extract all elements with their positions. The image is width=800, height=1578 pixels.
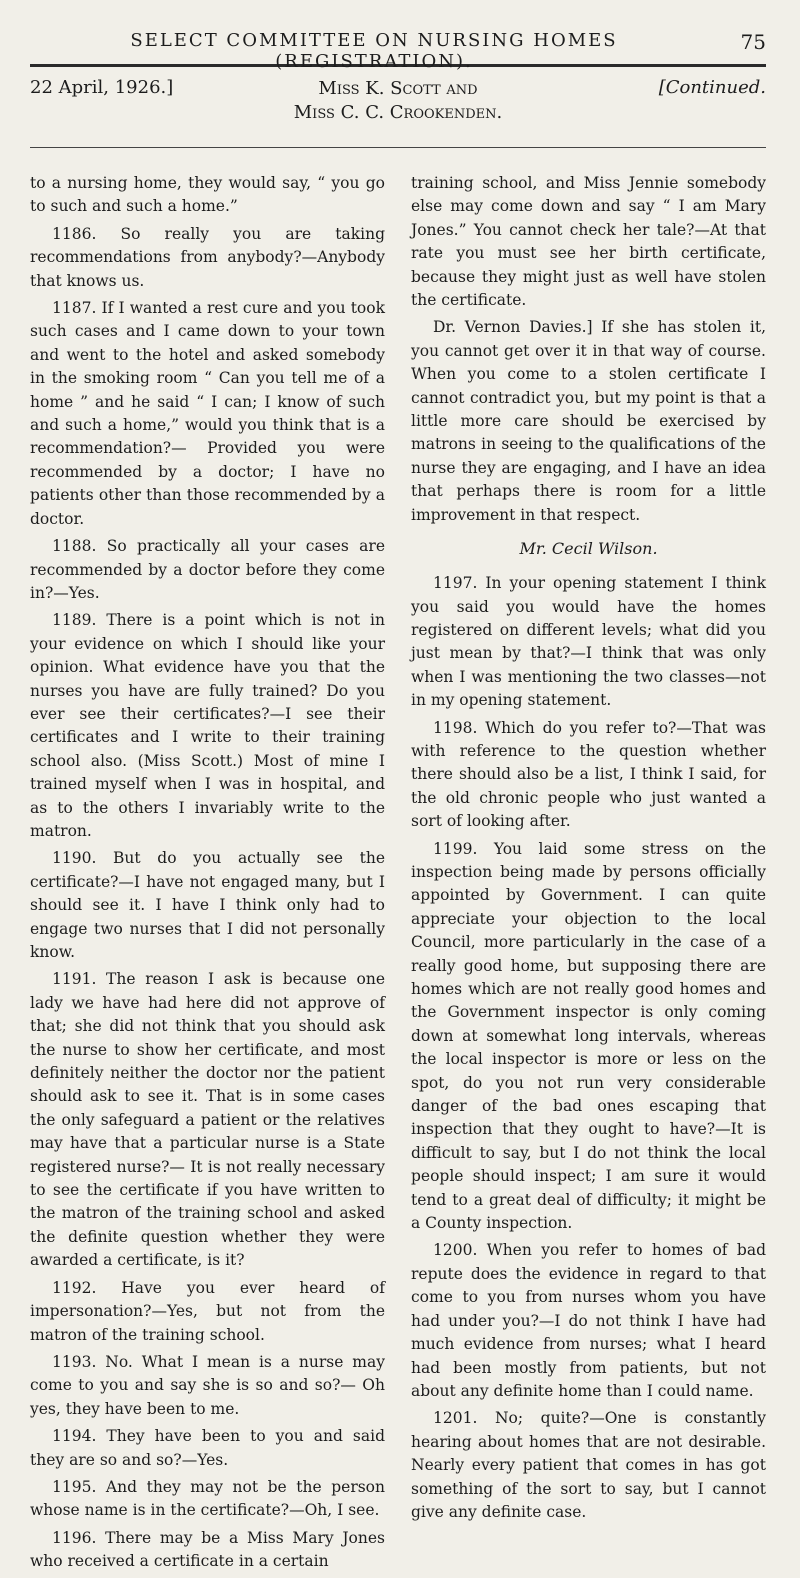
paragraph: 1200. When you refer to homes of bad repute does the evidence in regard to that come to you from nurses whom you have had under you?—I do not think I have had much evidence from nurses; what I heard had been mostly from patients, but not about any definite home than I could name. [411,1241,766,1400]
paragraph: 1190. But do you actually see the certificate?—I have not engaged many, but I should see it. I have I think only had to engage two nurses that I did not personally know. [30,849,385,961]
witness-names [30,77,766,125]
paragraph: 1197. In your opening statement I think you said you would have the homes registered on different levels; what did you just mean by that?—I think that was only when I was mentioning the two classes—not in my opening statement. [411,574,766,710]
meta-rule [30,147,766,148]
session-date: 22 April, 1926.] [30,77,174,98]
paragraph: 1194. They have been to you and said they are so and so?—Yes. [30,1427,385,1469]
session-meta [30,77,766,141]
paragraph: Dr. Vernon Davies.] If she has stolen it, you cannot get over it in that way of course. When you come to a stolen certificate I cannot contradict you, but my point is that a little more care should be exercised by matrons in seeing to the qualifications of the nurse they are engaging, and I have an idea that perhaps there is room for a little improvement in that respect. [411,318,766,524]
paragraph: 1192. Have you ever heard of impersonation?—Yes, but not from the matron of the training school. [30,1278,385,1344]
paragraph: 1188. So practically all your cases are recommended by a doctor before they come in?—Yes. [30,537,385,602]
page-number: 75 [740,30,766,54]
paragraph: 1195. And they may not be the person whose name is in the certificate?—Oh, I see. [30,1477,385,1520]
right-column [411,172,766,1578]
paragraph: 1189. There is a point which is not in your evidence on which I should like your opinion. What evidence have you that the nurses you have are fully trained? Do you ever see their certificates?—I see their certificates and I write to their training school also. (Miss Scott.) Most of mine I trained myself when I was in hospital, and as to the others I invariably write to the matron. [30,611,385,840]
left-column [30,172,385,1578]
paragraph: 1196. There may be a Miss Mary Jones who received a certificate in a certain [30,1528,385,1571]
witness-line-1: Miss K. Scott and [318,78,478,99]
paragraph: 1191. The reason I ask is because one lady we have had here did not approve of that; she did not think that you should ask the nurse to show her certificate, and most definitely neither the doctor nor the patient should ask to see it. That is in some cases the only safeguard a patient or the relatives may have that a particular nurse is a State registered nurse?— It is not really necessary to see the certificate if you have written to the matron of the training school and asked the definite question whether they were awarded a certificate, is it? [30,970,385,1270]
paragraph: 1187. If I wanted a rest cure and you took such cases and I came down to your town and went to the hotel and asked somebody in the smoking room “ Can you tell me of a home ” and he said “ I can; I know of such and such a home,” would you think that is a recommendation?— Provided you were recommended by a doctor; I have no patients other than those recommended by a doctor. [30,299,385,528]
speaker-heading: Mr. Cecil Wilson. [519,539,658,559]
continued-label: [Continued. [658,77,766,98]
witness-line-2: Miss C. C. Crookenden. [293,102,503,123]
running-title: SELECT COMMITTEE ON NURSING HOMES (REGISTRATION). [130,30,618,72]
running-head [30,30,766,72]
paragraph: 1198. Which do you refer to?—That was with reference to the question whether there should also be a list, I think I said, for the old chronic people who just wanted a sort of looking after. [411,718,766,831]
paragraph: 1201. No; quite?—One is constantly hearing about homes that are not desirable. Nearly every patient that comes in has got something of the sort to say, but I cannot give any definite case. [411,1409,766,1521]
paragraph: to a nursing home, they would say, “ you go to such and such a home.” [30,174,385,216]
paragraph: 1199. You laid some stress on the inspection being made by persons officially appointed by Government. I can quite appreciate your objection to the local Council, more particularly in the case of a really good home, but supposing there are homes which are not really good homes and the Government inspector is only coming down at somewhat long intervals, whereas the local inspector is more or less on the spot, do you not run very considerable danger of the bad ones escaping that inspection that they ought to have?—It is difficult to say, but I do not think the local people should inspect; I am sure it would tend to a great deal of difficulty; it might be a County inspection. [411,839,766,1233]
paragraph: training school, and Miss Jennie somebody else may come down and say “ I am Mary Jones.” You cannot check her tale?—At that rate you must see her birth certificate, because they might just as well have stolen the certificate. [411,174,766,310]
paragraph: 1186. So really you are taking recommendations from anybody?—Anybody that knows us. [30,224,385,290]
text-columns [30,172,766,1578]
paragraph: 1193. No. What I mean is a nurse may come to you and say she is so and so?— Oh yes, they have been to me. [30,1352,385,1418]
